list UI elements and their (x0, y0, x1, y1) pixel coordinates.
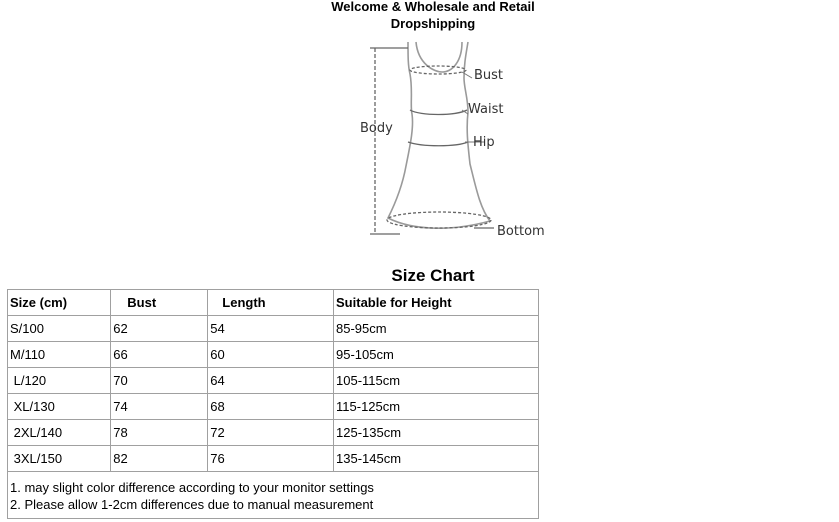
dress-measurement-diagram (350, 38, 560, 248)
bust-label: Bust (474, 68, 504, 83)
table-cell: L/120 (8, 368, 111, 394)
table-cell: 66 (111, 342, 208, 368)
table-cell: XL/130 (8, 394, 111, 420)
table-row (8, 368, 539, 394)
notes-cell (8, 472, 539, 519)
waist-label: Waist (468, 102, 504, 117)
table-cell: 62 (111, 316, 208, 342)
table-cell: 54 (208, 316, 334, 342)
bottom-label: Bottom (497, 224, 545, 239)
body-label: Body (360, 121, 393, 136)
table-cell: 105-115cm (334, 368, 539, 394)
table-cell: 3XL/150 (8, 446, 111, 472)
table-cell: 74 (111, 394, 208, 420)
table-cell: 95-105cm (334, 342, 539, 368)
column-header: Suitable for Height (334, 290, 539, 316)
table-row (8, 446, 539, 472)
waist-line (410, 110, 467, 115)
size-chart-table (7, 289, 539, 519)
note-2: 2. Please allow 1-2cm differences due to manual measurement (10, 497, 374, 512)
table-cell: 125-135cm (334, 420, 539, 446)
table-cell: 78 (111, 420, 208, 446)
hip-line (408, 142, 468, 146)
table-cell: 82 (111, 446, 208, 472)
column-header: Length (208, 290, 334, 316)
table-cell: 72 (208, 420, 334, 446)
column-header: Size (cm) (8, 290, 111, 316)
table-row (8, 316, 539, 342)
table-cell: 76 (208, 446, 334, 472)
table-row (8, 342, 539, 368)
header-line-1: Welcome & Wholesale and Retail (331, 0, 535, 14)
table-cell: 70 (111, 368, 208, 394)
table-row (8, 420, 539, 446)
table-cell: M/110 (8, 342, 111, 368)
table-cell: 68 (208, 394, 334, 420)
hip-label: Hip (473, 135, 495, 150)
table-cell: 115-125cm (334, 394, 539, 420)
table-cell: 85-95cm (334, 316, 539, 342)
dress-neckline (416, 42, 462, 72)
table-row (8, 394, 539, 420)
table-cell: 135-145cm (334, 446, 539, 472)
bust-line (410, 66, 466, 74)
bottom-line (387, 212, 491, 228)
table-cell: 64 (208, 368, 334, 394)
table-cell: 2XL/140 (8, 420, 111, 446)
notes-row (8, 472, 539, 519)
column-header: Bust (111, 290, 208, 316)
header-line-2: Dropshipping (390, 16, 476, 31)
size-chart-title: Size Chart (391, 266, 475, 285)
table-cell: S/100 (8, 316, 111, 342)
note-1: 1. may slight color difference according to your monitor settings (10, 480, 374, 495)
table-header-row (8, 290, 539, 316)
table-cell: 60 (208, 342, 334, 368)
